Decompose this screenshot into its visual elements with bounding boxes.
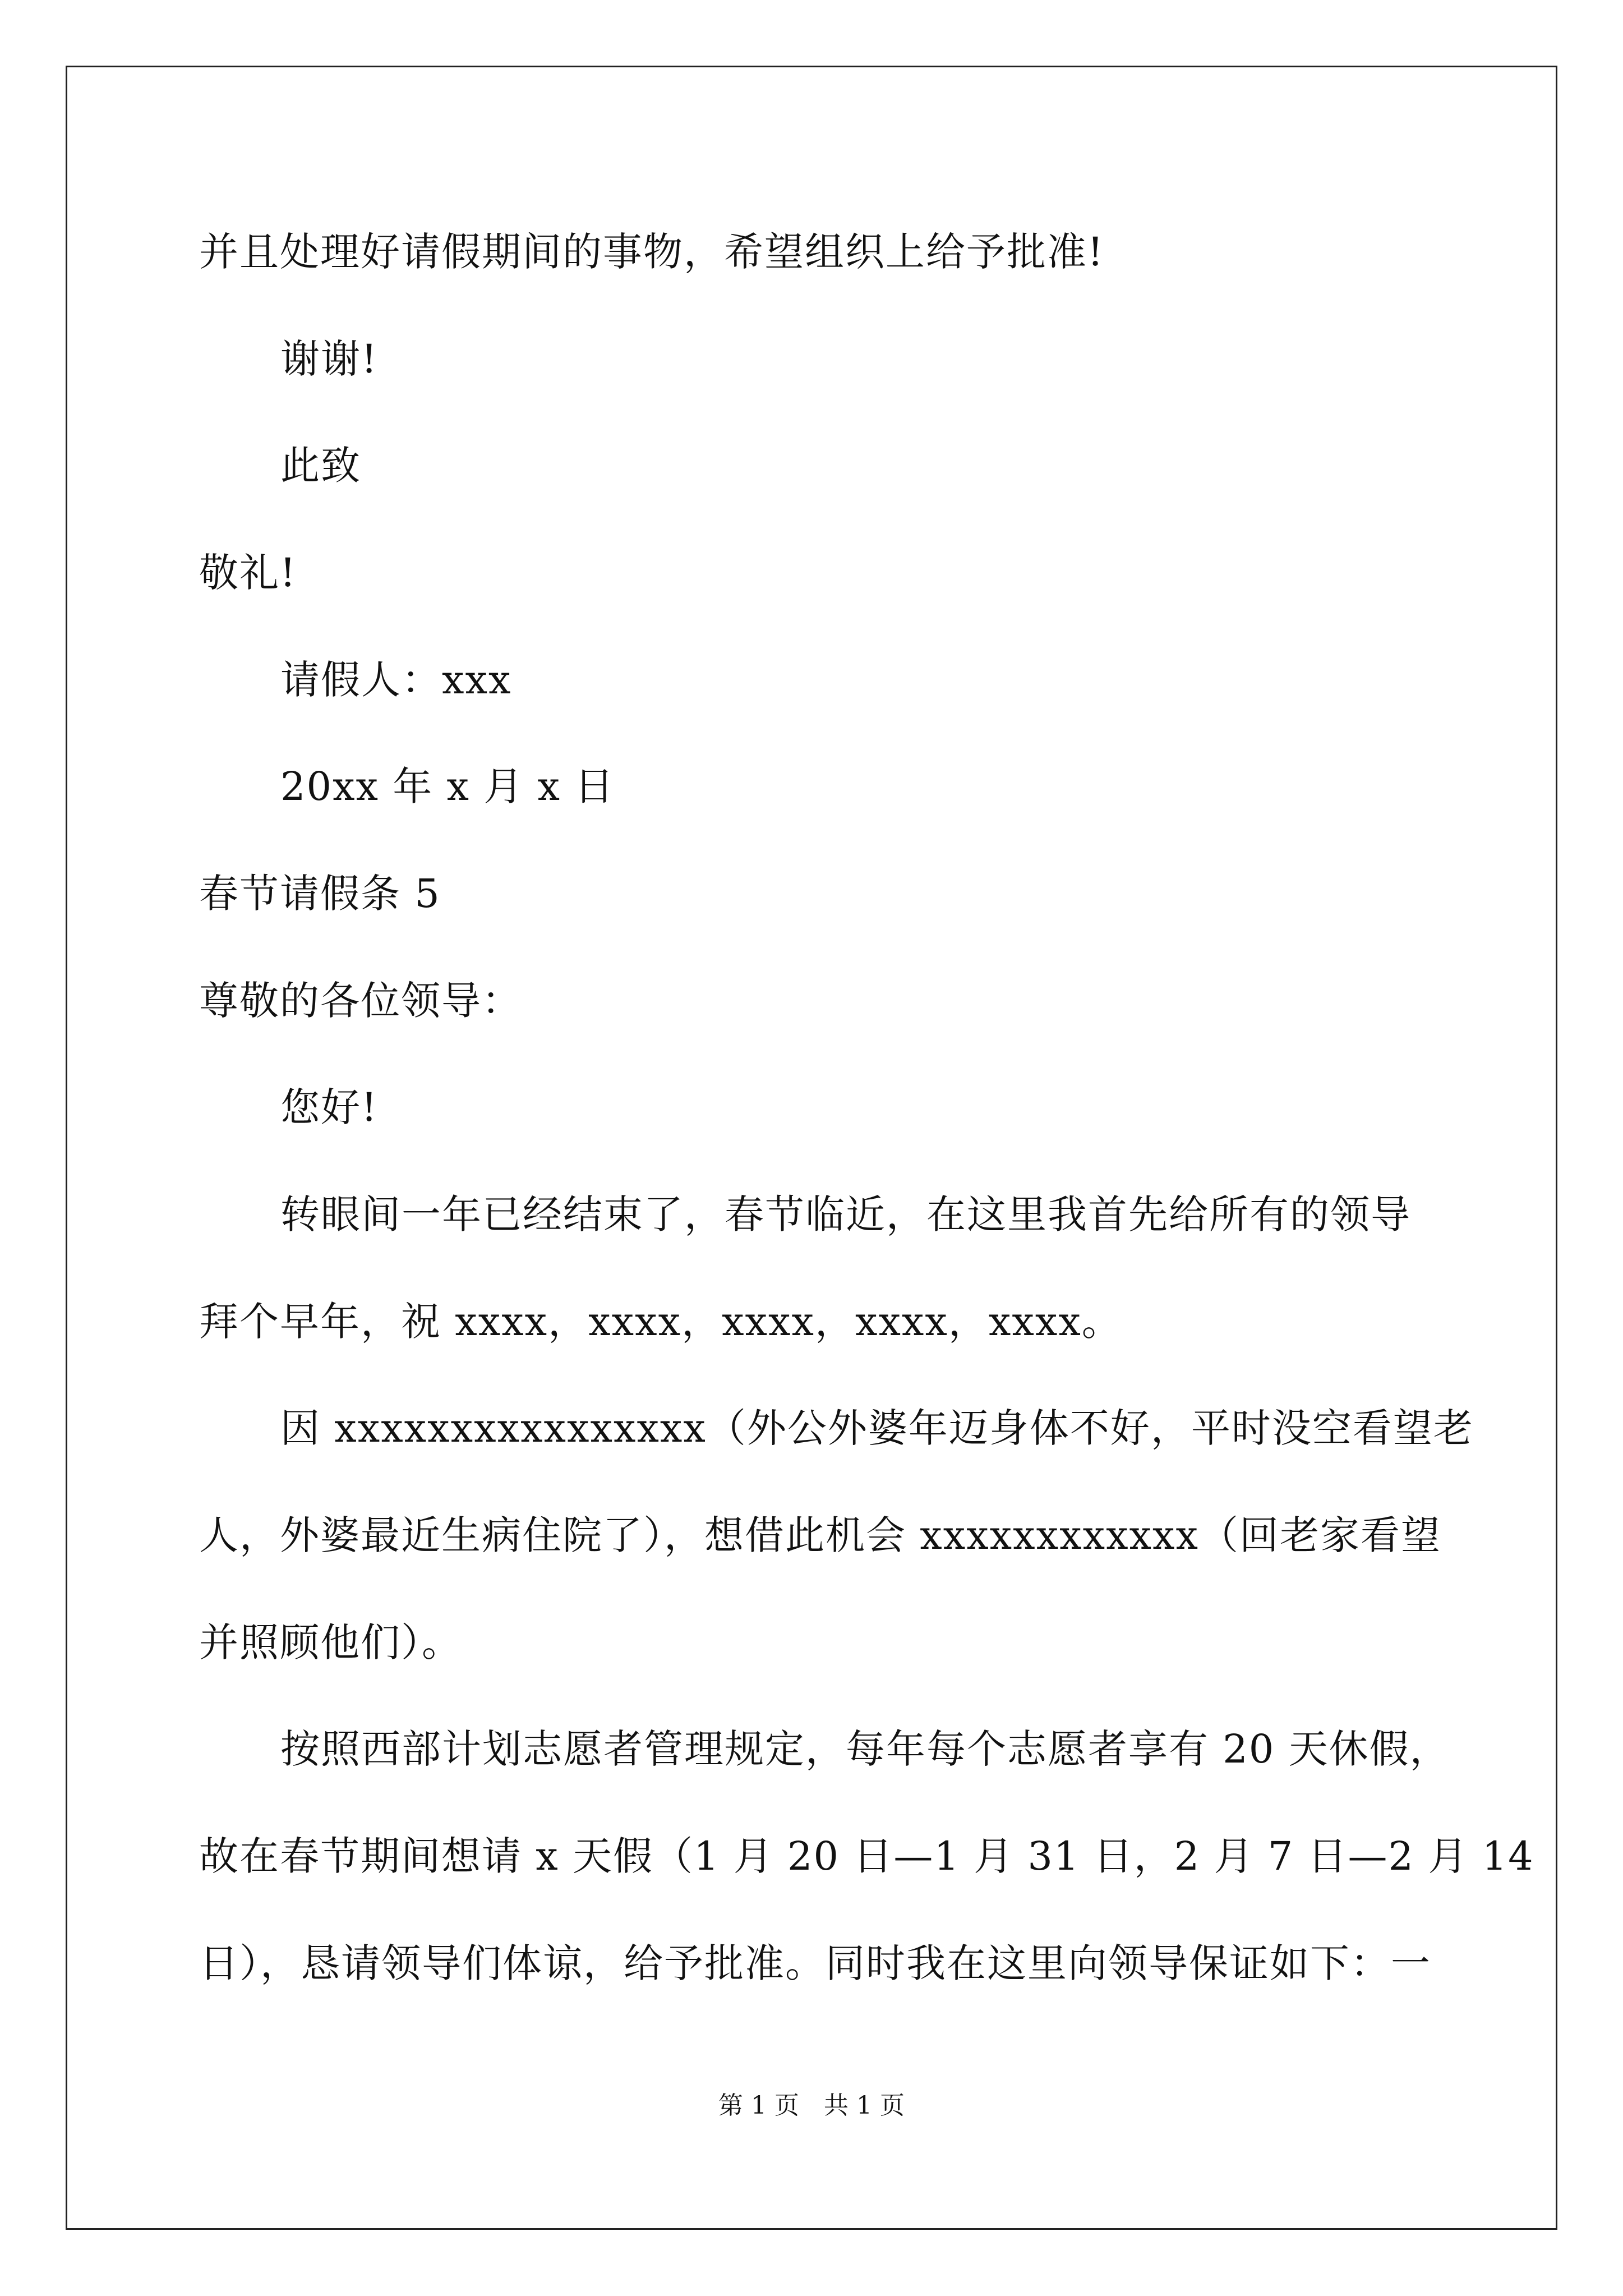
paragraph-line: 人，外婆最近生病住院了），想借此机会 xxxxxxxxxxxx（回老家看望 (199, 1512, 1441, 1558)
paragraph-line: 谢谢! (280, 336, 379, 382)
paragraph-line: 转眼间一年已经结束了，春节临近，在这里我首先给所有的领导 (280, 1191, 1411, 1237)
paragraph-line: 故在春节期间想请 x 天假（1 月 20 日—1 月 31 日，2 月 7 日—2 月 14 (199, 1833, 1534, 1879)
paragraph-line: 您好! (280, 1084, 379, 1130)
page-border (66, 66, 1557, 2230)
paragraph-line: 拜个早年，祝 xxxx，xxxx，xxxx，xxxx，xxxx。 (199, 1299, 1122, 1345)
salutation: 尊敬的各位领导： (199, 978, 522, 1024)
section-title: 春节请假条 5 (199, 871, 441, 917)
paragraph-line: 日），恳请领导们体谅，给予批准。同时我在这里向领导保证如下：一 (199, 1940, 1431, 1986)
paragraph-line: 请假人：xxx (280, 657, 512, 703)
page-number-footer: 第 1 页 共 1 页 (718, 2091, 905, 2120)
paragraph-line: 按照西部计划志愿者管理规定，每年每个志愿者享有 20 天休假， (280, 1726, 1450, 1772)
paragraph-line: 并照顾他们）。 (199, 1619, 462, 1665)
paragraph-line: 因 xxxxxxxxxxxxxxxx（外公外婆年迈身体不好，平时没空看望老 (280, 1405, 1474, 1451)
paragraph-line: 敬礼! (199, 550, 297, 596)
paragraph-line: 20xx 年 x 月 x 日 (280, 763, 615, 809)
paragraph-line: 此致 (280, 443, 361, 489)
paragraph-line: 并且处理好请假期间的事物，希望组织上给予批准! (199, 229, 1105, 275)
